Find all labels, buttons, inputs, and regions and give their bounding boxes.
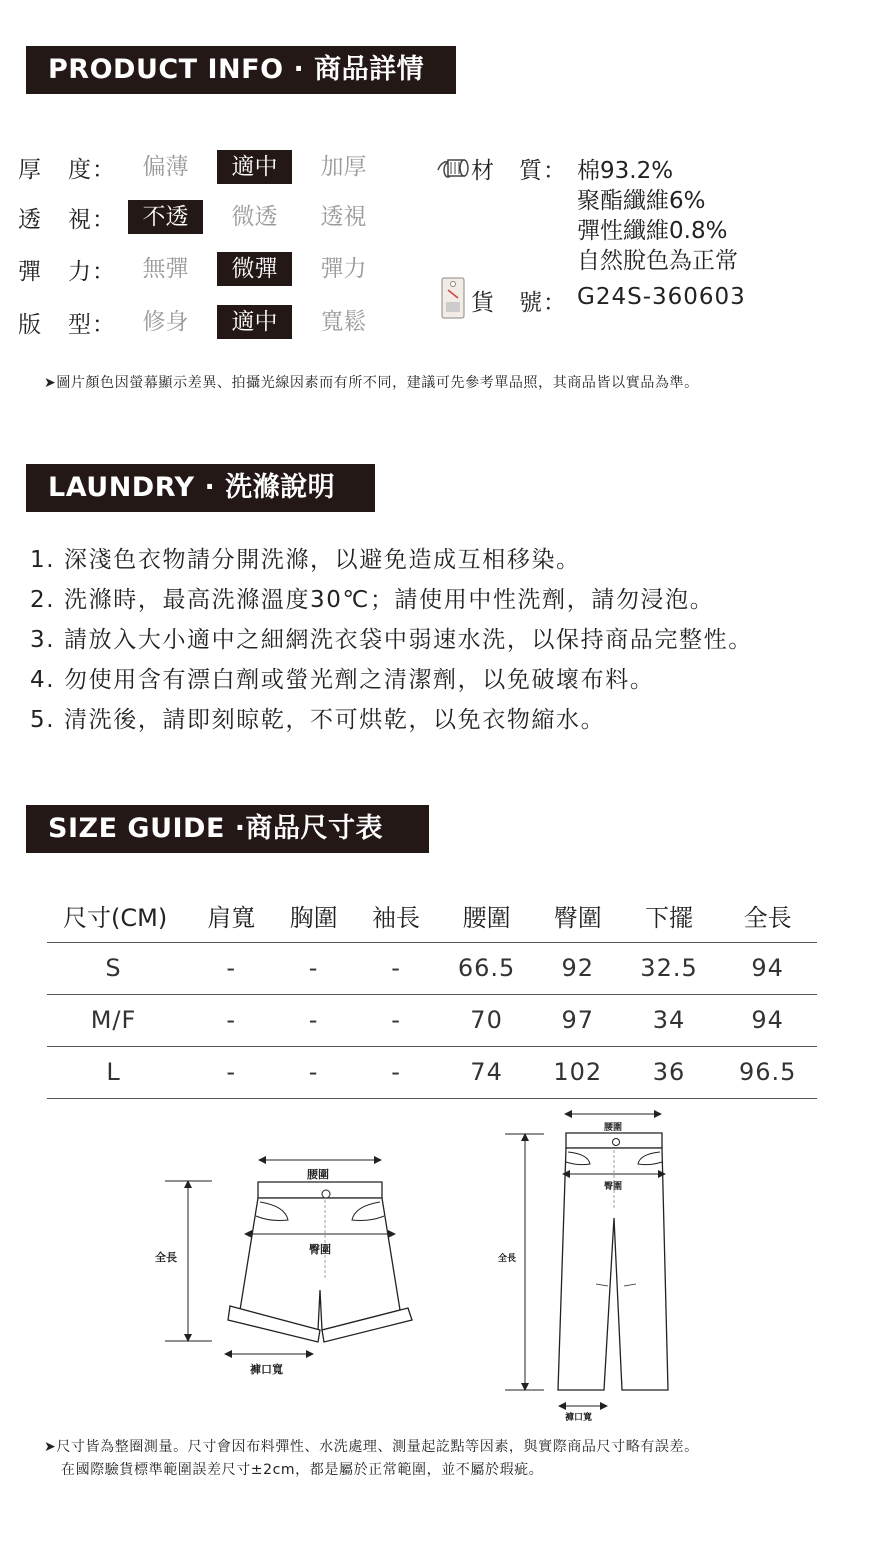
table-cell: 94 (718, 994, 817, 1046)
sku-label: 貨 號： (471, 290, 567, 316)
material-line: 彈性纖維0.8% (577, 218, 728, 244)
table-row (47, 1046, 817, 1098)
shorts-diagram (160, 1150, 430, 1390)
attr-option: 彈力 (320, 256, 367, 282)
attr-transparency: 透 視： 不透 微透 透視 (18, 200, 395, 234)
thread-spool-icon (436, 152, 472, 180)
size-table (47, 890, 817, 1099)
table-cell: 70 (437, 994, 536, 1046)
list-item: 4. 勿使用含有漂白劑或螢光劑之清潔劑，以免破壞布料。 (30, 667, 655, 693)
table-cell: - (355, 1046, 437, 1098)
material-line: 聚酯纖維6% (577, 188, 706, 214)
column-header: 臀圍 (536, 890, 620, 942)
table-cell: - (272, 1046, 354, 1098)
table-row (47, 994, 817, 1046)
color-disclaimer: ➤圖片顏色因螢幕顯示差異、拍攝光線因素而有所不同，建議可先參考單品照，其商品皆以實品為準。 (44, 375, 699, 391)
attr-elasticity: 彈 力： 無彈 微彈 彈力 (18, 252, 395, 286)
material-label: 材 質： (471, 158, 567, 184)
table-cell: 32.5 (620, 942, 719, 994)
table-cell: 96.5 (718, 1046, 817, 1098)
list-item: 2. 洗滌時，最高洗滌溫度30℃；請使用中性洗劑，請勿浸泡。 (30, 587, 715, 613)
column-header: 下擺 (620, 890, 719, 942)
column-header: 全長 (718, 890, 817, 942)
attr-option: 偏薄 (142, 154, 189, 180)
table-cell: - (190, 994, 272, 1046)
table-cell: - (355, 942, 437, 994)
attr-option: 寬鬆 (320, 309, 367, 335)
column-header: 尺寸(CM) (47, 890, 190, 942)
table-cell: - (272, 994, 354, 1046)
attr-option-selected: 適中 (217, 305, 292, 339)
column-header: 胸圍 (272, 890, 354, 942)
sku-value: G24S-360603 (577, 284, 746, 310)
diagram-label-waist: 腰圍 (604, 1123, 623, 1133)
attr-option-selected: 微彈 (217, 252, 292, 286)
table-row (47, 942, 817, 994)
size-note-line2: 在國際驗貨標準範圍誤差尺寸±2cm，都是屬於正常範圍，並不屬於瑕疵。 (61, 1462, 544, 1478)
table-cell: L (47, 1046, 190, 1098)
pants-diagram (500, 1108, 690, 1418)
table-cell: M/F (47, 994, 190, 1046)
table-cell: 92 (536, 942, 620, 994)
product-info-header: PRODUCT INFO · 商品詳情 (26, 46, 456, 94)
attr-option: 無彈 (142, 256, 189, 282)
table-cell: 66.5 (437, 942, 536, 994)
table-cell: 74 (437, 1046, 536, 1098)
attr-option: 透視 (320, 204, 367, 230)
table-cell: 94 (718, 942, 817, 994)
attr-fit: 版 型： 修身 適中 寬鬆 (18, 305, 395, 339)
diagram-label-length: 全長 (155, 1251, 177, 1264)
table-cell: 97 (536, 994, 620, 1046)
laundry-list (30, 540, 753, 740)
list-item: 5. 清洗後，請即刻晾乾，不可烘乾，以免衣物縮水。 (30, 707, 606, 733)
material-line: 自然脫色為正常 (577, 248, 738, 274)
laundry-header: LAUNDRY · 洗滌說明 (26, 464, 375, 512)
table-cell: - (272, 942, 354, 994)
attr-option-selected: 不透 (128, 200, 203, 234)
diagram-label-length: 全長 (498, 1254, 517, 1264)
table-cell: - (190, 1046, 272, 1098)
attr-option-selected: 適中 (217, 150, 292, 184)
attr-option: 微透 (231, 204, 278, 230)
size-note-line1: ➤尺寸皆為整圈測量。尺寸會因布料彈性、水洗處理、測量起訖點等因素，與實際商品尺寸略有誤差。 (44, 1439, 699, 1455)
diagram-label-hip: 臀圍 (309, 1243, 331, 1256)
table-cell: 34 (620, 994, 719, 1046)
diagram-label-waist: 腰圍 (307, 1168, 329, 1181)
table-cell: S (47, 942, 190, 994)
table-cell: - (190, 942, 272, 994)
diagram-label-hem: 褲口寬 (565, 1413, 593, 1423)
diagram-label-hem: 褲口寬 (250, 1363, 283, 1376)
table-cell: - (355, 994, 437, 1046)
column-header: 袖長 (355, 890, 437, 942)
table-cell: 36 (620, 1046, 719, 1098)
list-item: 1. 深淺色衣物請分開洗滌，以避免造成互相移染。 (30, 547, 581, 573)
material-line: 棉93.2% (577, 158, 674, 184)
column-header: 腰圍 (437, 890, 536, 942)
attr-option: 加厚 (320, 154, 367, 180)
table-cell: 102 (536, 1046, 620, 1098)
tag-icon (440, 276, 466, 320)
table-header-row (47, 890, 817, 942)
list-item: 3. 請放入大小適中之細網洗衣袋中弱速水洗，以保持商品完整性。 (30, 627, 753, 653)
size-guide-header: SIZE GUIDE ·商品尺寸表 (26, 805, 429, 853)
diagram-label-hip: 臀圍 (604, 1182, 623, 1192)
column-header: 肩寬 (190, 890, 272, 942)
attr-thickness: 厚 度： 偏薄 適中 加厚 (18, 150, 395, 184)
attr-option: 修身 (142, 309, 189, 335)
